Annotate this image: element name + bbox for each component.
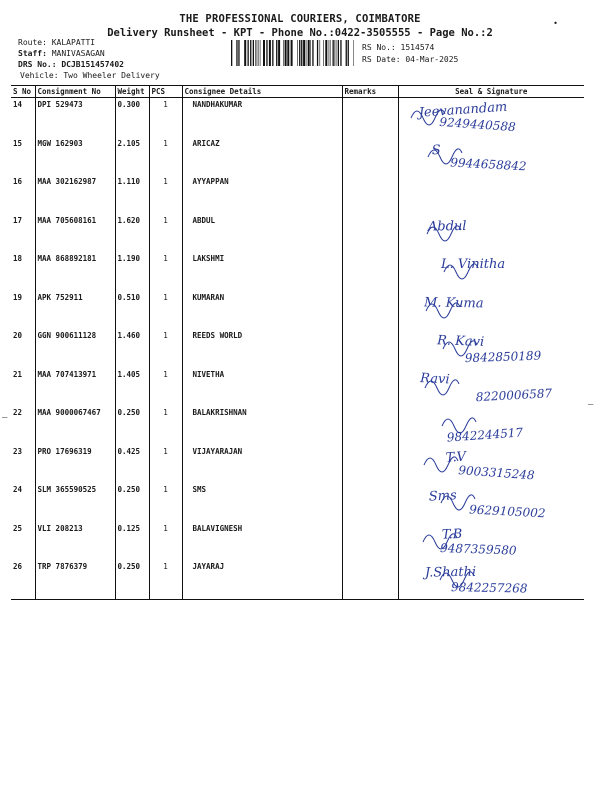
barcode-bar — [276, 40, 277, 66]
cell-consignment: MGW 162903 — [35, 137, 115, 176]
barcode-bar — [263, 40, 265, 66]
runsheet-table — [11, 85, 584, 600]
staff-line — [18, 48, 105, 59]
cell-remarks — [342, 98, 398, 137]
cell-signature — [398, 522, 584, 561]
barcode-bar — [244, 40, 246, 66]
cell-pcs: 1 — [149, 214, 182, 253]
handwritten-signature — [399, 406, 585, 445]
table-row — [11, 175, 584, 214]
handwritten-signature — [399, 445, 585, 484]
cell-sno: 15 — [13, 138, 23, 148]
cell-consignment: GGN 900611128 — [35, 329, 115, 368]
cell-remarks — [342, 483, 398, 522]
cell-consignment: TRP 7876379 — [35, 560, 115, 599]
cell-weight: 0.300 — [115, 98, 149, 137]
cell-signature — [398, 252, 584, 291]
barcode-bar — [291, 40, 293, 66]
signature-name: R. Kavi — [436, 333, 484, 350]
cell-consignee: BALAKRISHNAN — [182, 406, 342, 445]
table-row — [11, 329, 584, 368]
table-row — [11, 445, 584, 484]
barcode-bar — [236, 40, 237, 66]
cell-sno: 20 — [13, 331, 23, 340]
barcode-bar — [257, 40, 258, 66]
cell-pcs: 1 — [149, 483, 182, 522]
cell-sno: 23 — [13, 446, 23, 456]
barcode-bar — [297, 40, 298, 66]
cell-remarks — [342, 522, 398, 561]
cell-signature — [398, 406, 584, 445]
cell-consignment: MAA 302162987 — [35, 175, 115, 214]
cell-weight: 0.510 — [115, 291, 149, 330]
cell-consignee: JAYARAJ — [182, 560, 342, 599]
signature-phone: 9944658842 — [449, 154, 527, 173]
cell-sno: 26 — [11, 560, 35, 599]
cell-pcs: 1 — [149, 445, 182, 484]
barcode-bar — [238, 40, 239, 66]
cell-weight: 0.425 — [115, 445, 149, 484]
runsheet-table-area — [11, 85, 584, 635]
cell-consignee: LAKSHMI — [182, 252, 342, 291]
cell-weight: 0.250 — [115, 483, 149, 522]
cell-sno: 25 — [13, 523, 23, 533]
col-remarks: Remarks — [342, 86, 398, 98]
cell-signature — [398, 175, 584, 214]
barcode-bar — [266, 40, 267, 66]
cell-signature — [398, 214, 584, 253]
cell-consignment: VLI 208213 — [35, 522, 115, 561]
col-signature: Seal & Signature — [398, 86, 584, 98]
handwritten-signature — [399, 329, 585, 368]
table-row — [11, 214, 584, 253]
signature-name: Abdul — [427, 218, 467, 235]
cell-consignment: MAA 705608161 — [35, 214, 115, 253]
table-row — [11, 291, 584, 330]
barcode-bar — [285, 40, 287, 66]
table-row — [11, 483, 584, 522]
cell-signature — [398, 368, 584, 407]
barcode-bar — [231, 40, 232, 66]
signature-phone: 8220006587 — [474, 385, 552, 404]
barcode-bar — [299, 40, 300, 66]
barcode-bar — [330, 40, 331, 66]
cell-consignee: REEDS WORLD — [182, 329, 342, 368]
vehicle-label: Vehicle: — [20, 71, 59, 80]
cell-sno: 19 — [13, 292, 23, 302]
barcode-bar — [248, 40, 249, 66]
cell-remarks — [342, 175, 398, 214]
cell-signature — [398, 483, 584, 522]
cell-remarks — [342, 560, 398, 599]
cell-weight: 1.405 — [115, 368, 149, 407]
route-line — [18, 37, 95, 48]
barcode-bar — [306, 40, 307, 66]
vehicle-value: Two Wheeler Delivery — [63, 71, 160, 80]
cell-weight: 1.190 — [115, 252, 149, 291]
cell-pcs: 1 — [149, 368, 182, 407]
barcode-bar — [255, 40, 256, 66]
col-consignee: Consignee Details — [182, 86, 342, 98]
barcode-bar — [340, 40, 341, 66]
cell-weight: 1.620 — [115, 214, 149, 253]
rs-date-label: RS Date: — [362, 55, 401, 64]
table-row — [11, 560, 584, 599]
barcode-bar — [301, 40, 302, 66]
table-row — [11, 368, 584, 407]
signature-name: Sms — [427, 488, 457, 505]
cell-weight: 0.250 — [115, 406, 149, 445]
cell-consignment: DPI 529473 — [35, 98, 115, 137]
route-label: Route: — [18, 38, 47, 47]
staff-value: MANIVASAGAN — [51, 49, 105, 58]
rs-date-line — [362, 55, 458, 64]
cell-signature — [398, 137, 584, 176]
cell-consignment: SLM 365590525 — [35, 483, 115, 522]
barcode-bar — [348, 40, 349, 66]
cell-remarks — [342, 368, 398, 407]
cell-consignee: ARICAZ — [182, 137, 342, 176]
cell-consignment: PRO 17696319 — [35, 445, 115, 484]
cell-remarks — [342, 252, 398, 291]
cell-consignee: ABDUL — [182, 214, 342, 253]
handwritten-signature — [399, 291, 585, 330]
cell-pcs: 1 — [149, 329, 182, 368]
cell-pcs: 1 — [149, 98, 182, 137]
signature-name: L. Vinitha — [440, 257, 505, 272]
cell-consignee: VIJAYARAJAN — [182, 445, 342, 484]
barcode-bar — [312, 40, 313, 66]
cell-sno: 17 — [13, 215, 23, 225]
handwritten-signature — [399, 483, 585, 522]
cell-sno: 14 — [13, 100, 23, 109]
barcode-bar — [354, 40, 355, 66]
runsheet-subtitle: Delivery Runsheet - KPT - Phone No.:0422-3505555 - Page No.:2 — [107, 27, 493, 39]
drs-value: DCJB151457402 — [61, 60, 124, 69]
barcode-bar — [250, 40, 251, 66]
handwritten-signature — [399, 175, 585, 214]
cell-consignee: NIVETHA — [182, 368, 342, 407]
signature-phone: 9842850189 — [464, 348, 541, 366]
cell-consignee: SMS — [182, 483, 342, 522]
barcode-bar — [338, 40, 339, 66]
cell-signature — [398, 445, 584, 484]
cell-pcs: 1 — [149, 291, 182, 330]
cell-consignment: MAA 707413971 — [35, 368, 115, 407]
cell-consignment: MAA 9000067467 — [35, 406, 115, 445]
col-consignment: Consignment No — [35, 86, 115, 98]
signature-phone: 9842257268 — [450, 580, 528, 596]
cell-remarks — [342, 445, 398, 484]
table-header-row — [11, 86, 584, 98]
cell-pcs: 1 — [149, 406, 182, 445]
handwritten-signature — [399, 560, 585, 599]
table-row — [11, 137, 584, 176]
table-row — [11, 406, 584, 445]
table-row — [11, 522, 584, 561]
table-row — [11, 252, 584, 291]
handwritten-signature — [399, 137, 585, 176]
cell-remarks — [342, 406, 398, 445]
barcode-bar — [346, 40, 347, 66]
corner-mark: • — [553, 19, 558, 28]
margin-mark-right: — — [588, 400, 594, 410]
signature-phone: 9249440588 — [438, 114, 516, 135]
cell-pcs: 1 — [149, 252, 182, 291]
cell-sno: 16 — [13, 177, 23, 186]
route-value: KALAPATTI — [51, 38, 96, 47]
barcode-bar — [283, 40, 284, 66]
signature-phone: 9842244517 — [445, 425, 524, 445]
cell-sno: 18 — [13, 254, 23, 263]
handwritten-signature — [399, 252, 585, 291]
col-pcs: PCS — [149, 86, 182, 98]
cell-signature — [398, 560, 584, 599]
cell-sno: 21 — [13, 369, 23, 379]
rs-date-value: 04-Mar-2025 — [405, 55, 459, 64]
cell-weight: 1.110 — [115, 175, 149, 214]
cell-consignment: APK 752911 — [35, 291, 115, 330]
signature-phone: 9629105002 — [468, 502, 546, 521]
barcode-bar — [335, 40, 336, 66]
barcode-bar — [310, 40, 311, 66]
cell-remarks — [342, 329, 398, 368]
rs-number-value: 1514574 — [400, 43, 435, 52]
cell-pcs: 1 — [149, 175, 182, 214]
handwritten-signature — [399, 522, 585, 561]
barcode-bar — [258, 40, 259, 66]
cell-pcs: 1 — [149, 560, 182, 599]
cell-weight: 0.125 — [115, 522, 149, 561]
cell-pcs: 1 — [149, 137, 182, 176]
handwritten-signature — [399, 98, 585, 137]
cell-weight: 2.105 — [115, 137, 149, 176]
cell-remarks — [342, 137, 398, 176]
cell-consignment: MAA 868892181 — [35, 252, 115, 291]
cell-sno: 22 — [13, 408, 23, 417]
signature-name: Ravi — [419, 370, 450, 387]
barcode-bar — [325, 40, 327, 66]
rs-number-label: RS No.: — [362, 43, 396, 52]
handwritten-signature — [399, 214, 585, 253]
vehicle-line — [20, 70, 160, 81]
table-row — [11, 98, 584, 137]
col-weight: Weight — [115, 86, 149, 98]
cell-consignee: BALAVIGNESH — [182, 522, 342, 561]
cell-pcs: 1 — [149, 522, 182, 561]
signature-name: Jeevanandam — [417, 99, 508, 121]
col-sno: S No — [11, 86, 35, 98]
cell-signature — [398, 291, 584, 330]
handwritten-signature — [399, 368, 585, 407]
company-title: THE PROFESSIONAL COURIERS, COIMBATORE — [179, 13, 421, 25]
barcode-bar — [317, 40, 318, 66]
cell-consignee: KUMARAN — [182, 291, 342, 330]
signature-phone: 9003315248 — [457, 462, 535, 482]
cell-consignee: NANDHAKUMAR — [182, 98, 342, 137]
cell-remarks — [342, 214, 398, 253]
signature-name: S — [430, 142, 441, 158]
cell-weight: 1.460 — [115, 329, 149, 368]
barcode-image — [231, 40, 354, 66]
signature-phone: 9487359580 — [439, 540, 517, 558]
staff-label: Staff: — [18, 49, 47, 58]
barcode-bar — [308, 40, 310, 66]
cell-sno: 24 — [13, 485, 23, 494]
barcode-bar — [323, 40, 324, 66]
signature-name: M. Kuma — [423, 294, 484, 311]
barcode-bar — [336, 40, 337, 66]
barcode-bar — [287, 40, 289, 66]
cell-weight: 0.250 — [115, 560, 149, 599]
barcode-bar — [329, 40, 330, 66]
signature-name: J.Shathi — [424, 564, 476, 581]
cell-consignee: AYYAPPAN — [182, 175, 342, 214]
rs-number-line — [362, 43, 434, 52]
cell-remarks — [342, 291, 398, 330]
signature-name: T.B — [441, 526, 463, 543]
signature-name: T.V — [444, 449, 467, 466]
barcode-bar — [333, 40, 334, 66]
margin-mark-left: — — [2, 413, 8, 423]
drs-line — [18, 59, 124, 70]
barcode-bar — [303, 40, 305, 66]
cell-signature — [398, 98, 584, 137]
cell-signature — [398, 329, 584, 368]
barcode-bar — [272, 40, 273, 66]
barcode-bar — [320, 40, 321, 66]
barcode-bar — [278, 40, 280, 66]
drs-label: DRS No.: — [18, 60, 57, 69]
barcode-bar — [253, 40, 254, 66]
barcode-bar — [269, 40, 271, 66]
barcode-bar — [260, 40, 261, 66]
